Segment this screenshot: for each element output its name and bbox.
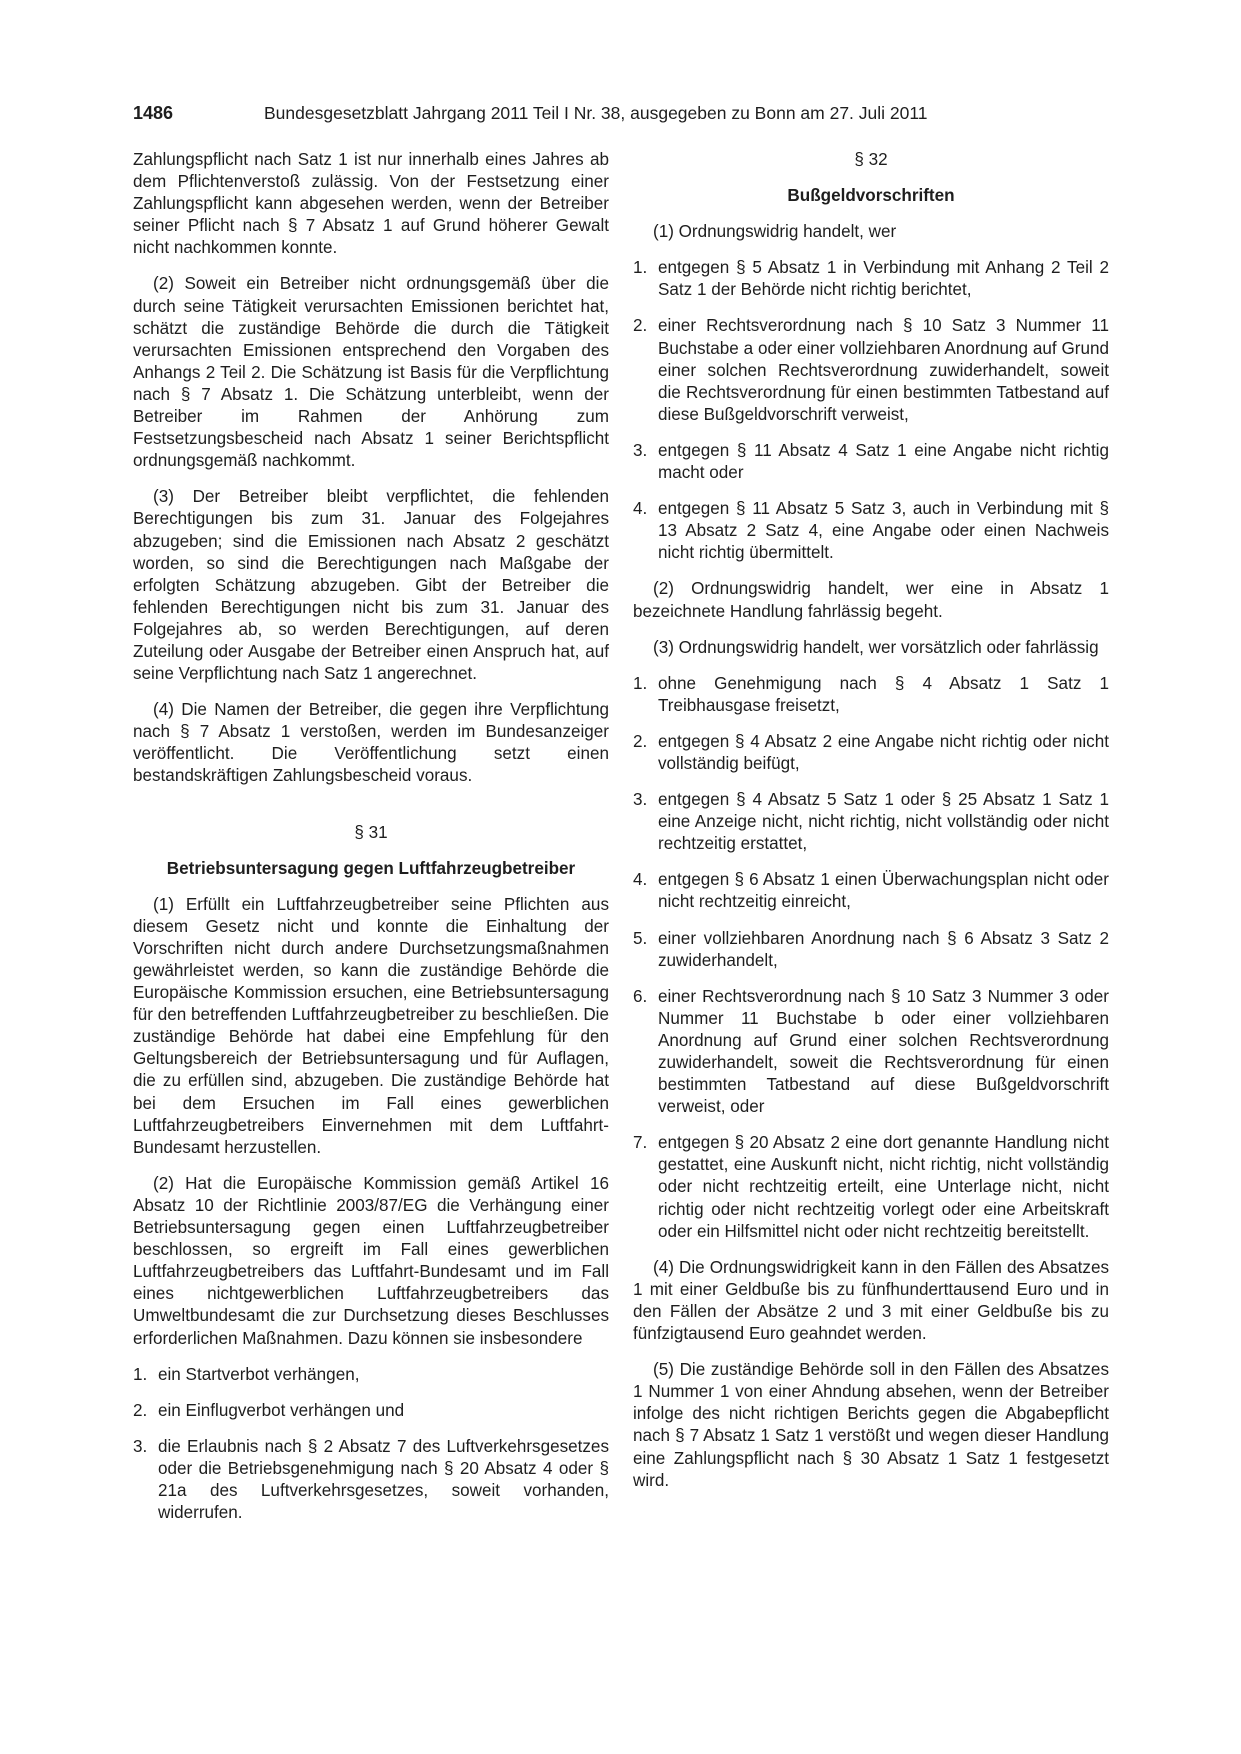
paragraph-30-2: (2) Soweit ein Betreiber nicht ordnungsgemäß über die durch seine Tätigkeit verursachten Emissionen berichtet hat, schätzt die zuständige Behörde die durch die Tätigkeit verursachten Emissionen entsprechend den Vorgaben des Anhangs 2 Teil 2. Die Schätzung ist Basis für die Verpflichtung nach § 7 Absatz 1. Die Schätzung unterbleibt, wenn der Betreiber im Rahmen der Anhörung zum Festsetzungsbescheid nach Absatz 1 seiner Berichtspflicht ordnungsgemäß nachkommt. [133,274,609,471]
list-item [633,986,1109,1119]
list-item-number: 6. [633,986,648,1006]
list-item [633,1132,1109,1242]
section-31-heading: § 31 [354,822,388,842]
list-item [633,498,1109,564]
list-item-text: ein Einflugverbot verhängen und [158,1400,405,1420]
list-item-text: die Erlaubnis nach § 2 Absatz 7 des Luftverkehrsgesetzes oder die Betriebsgenehmigung nach § 20 Absatz 4 oder § 21a des Luftverkehrsgesetzes, soweit vorhanden, widerrufen. [158,1436,609,1523]
list-item [633,440,1109,484]
paragraph-31-2: (2) Hat die Europäische Kommission gemäß Artikel 16 Absatz 10 der Richtlinie 2003/87/EG die Verhängung einer Betriebsuntersagung gegen einen Luftfahrzeugbetreiber beschlossen, so ergreift im Fall eines gewerblichen Luftfahrzeugbetreibers das Luftfahrt-Bundesamt und im Fall eines nichtgewerblichen Luftfahrzeugbetreibers das Umweltbundesamt die zur Durchsetzung dieses Beschlusses erforderlichen Maßnahmen. Dazu können sie insbesondere [133,1173,609,1348]
section-31-title: Betriebsuntersagung gegen Luftfahrzeugbetreiber [166,858,576,878]
running-head: Bundesgesetzblatt Jahrgang 2011 Teil I Nr. 38, ausgegeben zu Bonn am 27. Juli 2011 [264,103,928,123]
list-item-number: 3. [633,440,648,460]
list-item-number: 4. [633,870,648,890]
paragraph-32-1-intro: (1) Ordnungswidrig handelt, wer [653,222,897,242]
list-item [633,257,1109,301]
list-item-number: 3. [133,1436,148,1456]
list-item-text: ohne Genehmigung nach § 4 Absatz 1 Satz 1 Treibhausgase freisetzt, [658,673,1109,715]
right-column [633,149,1109,1506]
section-32-heading: § 32 [854,150,888,169]
list-item [633,315,1109,425]
paragraph-31-1: (1) Erfüllt ein Luftfahrzeugbetreiber seine Pflichten aus diesem Gesetz nicht und konnte die Einhaltung der Vorschriften nicht durch andere Durchsetzungsmaßnahmen gewährleistet werden, so kann die zuständige Behörde die Europäische Kommission ersuchen, eine Betriebsuntersagung für den betreffenden Luftfahrzeugbetreiber zu beschließen. Die zuständige Behörde hat dabei eine Empfehlung für den Geltungsbereich der Betriebsuntersagung und für Auflagen, die zu erfüllen sind, abzugeben. Die zuständige Behörde hat bei dem Ersuchen im Fall eines gewerblichen Luftfahrzeugbetreibers Einvernehmen mit dem Luftfahrt-Bundesamt herzustellen. [133,894,609,1157]
section-31-list [133,1364,609,1525]
paragraph-32-2: (2) Ordnungswidrig handelt, wer eine in Absatz 1 bezeichnete Handlung fahrlässig begeht. [633,579,1109,621]
list-item [133,1436,609,1524]
list-item [633,869,1109,913]
list-item-text: entgegen § 4 Absatz 5 Satz 1 oder § 25 Absatz 1 Satz 1 eine Anzeige nicht, nicht richtig, nicht vollständig oder nicht rechtzeitig erstattet, [658,790,1109,854]
page-header [133,100,969,126]
list-item [633,673,1109,717]
list-item-text: entgegen § 5 Absatz 1 in Verbindung mit Anhang 2 Teil 2 Satz 1 der Behörde nicht richtig berichtet, [658,258,1109,300]
list-item-text: entgegen § 11 Absatz 5 Satz 3, auch in Verbindung mit § 13 Absatz 2 Satz 4, eine Angabe oder einen Nachweis nicht richtig übermittelt. [658,499,1109,563]
list-item-number: 2. [133,1400,148,1420]
list-item [133,1400,609,1422]
list-item-text: einer Rechtsverordnung nach § 10 Satz 3 Nummer 3 oder Nummer 11 Buchstabe b oder einer vollziehbaren Anordnung auf Grund einer solchen Rechtsverordnung zuwiderhandelt, soweit die Rechtsverordnung für einen bestimmten Tatbestand auf diese Bußgeldvorschrift verweist, oder [658,986,1109,1117]
section-32-3-list [633,673,1109,1243]
list-item [633,789,1109,855]
list-item-number: 4. [633,499,648,519]
list-item-number: 1. [633,673,648,693]
list-item-text: einer vollziehbaren Anordnung nach § 6 Absatz 3 Satz 2 zuwiderhandelt, [658,928,1109,970]
paragraph-32-4: (4) Die Ordnungswidrigkeit kann in den Fällen des Absatzes 1 mit einer Geldbuße bis zu fünfhunderttausend Euro und in den Fällen der Absätze 2 und 3 mit einer Geldbuße bis zu fünfzigtausend Euro geahndet werden. [633,1257,1109,1344]
list-item-text: entgegen § 20 Absatz 2 eine dort genannte Handlung nicht gestattet, eine Auskunft nicht, nicht richtig, nicht vollständig oder nicht rechtzeitig erteilt, eine Unterlage nicht, nicht richtig oder nicht rechtzeitig vorlegt oder eine Arbeitskraft oder ein Hilfsmittel nicht oder nicht rechtzeitig bereitstellt. [658,1133,1109,1241]
paragraph-30-4: (4) Die Namen der Betreiber, die gegen ihre Verpflichtung nach § 7 Absatz 1 verstoßen, werden im Bundesanzeiger veröffentlicht. Die Veröffentlichung setzt einen bestandskräftigen Zahlungsbescheid voraus. [133,700,609,786]
list-item-text: entgegen § 6 Absatz 1 einen Überwachungsplan nicht oder nicht rechtzeitig einreicht, [658,870,1109,912]
list-item-number: 1. [133,1364,148,1384]
list-item [633,731,1109,775]
list-item [133,1364,609,1386]
list-item-text: entgegen § 4 Absatz 2 eine Angabe nicht richtig oder nicht vollständig beifügt, [658,731,1109,773]
list-item-text: ein Startverbot verhängen, [158,1364,360,1384]
list-item-number: 3. [633,790,648,810]
list-item-number: 7. [633,1133,648,1153]
list-item-number: 5. [633,928,648,948]
paragraph-30-3: (3) Der Betreiber bleibt verpflichtet, die fehlenden Berechtigungen bis zum 31. Januar des Folgejahres abzugeben; sind die Emissionen nach Absatz 2 geschätzt worden, so sind die Berechtigungen nach Maßgabe der erfolgten Schätzung abzugeben. Gibt der Betreiber die fehlenden Berechtigungen nicht bis zum 31. Januar des Folgejahres ab, so werden Berechtigungen, auf deren Zuteilung oder Ausgabe der Betreiber einen Anspruch hat, auf seine Verpflichtung nach Satz 1 angerechnet. [133,487,609,684]
list-item-number: 2. [633,316,648,336]
list-item-text: einer Rechtsverordnung nach § 10 Satz 3 Nummer 11 Buchstabe a oder einer vollziehbaren Anordnung auf Grund einer solchen Rechtsverordnung zuwiderhandelt, soweit die Rechtsverordnung für einen bestimmten Tatbestand auf diese Bußgeldvorschrift verweist, [658,316,1109,424]
section-32-1-list [633,257,1109,564]
list-item-number: 2. [633,731,648,751]
list-item-number: 1. [633,258,648,278]
left-column [133,149,609,1538]
list-item [633,928,1109,972]
page-number: 1486 [133,103,174,123]
section-32-title: Bußgeldvorschriften [787,186,955,206]
paragraph-continuation: Zahlungspflicht nach Satz 1 ist nur innerhalb eines Jahres ab dem Pflichtenverstoß zulässig. Von der Festsetzung einer Zahlungspflicht kann abgesehen werden, wenn der Betreiber seiner Pflicht nach § 7 Absatz 1 auf Grund höherer Gewalt nicht nachkommen konnte. [133,150,609,258]
list-item-text: entgegen § 11 Absatz 4 Satz 1 eine Angabe nicht richtig macht oder [658,440,1109,483]
paragraph-32-3-intro: (3) Ordnungswidrig handelt, wer vorsätzlich oder fahrlässig [653,637,1099,657]
paragraph-32-5: (5) Die zuständige Behörde soll in den Fällen des Absatzes 1 Nummer 1 von einer Ahndung absehen, wenn der Betreiber infolge des nicht richtigen Berichts gegen die Abgabepflicht nach § 7 Absatz 1 Satz 1 verstößt und wegen dieser Handlung eine Zahlungspflicht nach § 30 Absatz 1 Satz 1 festgesetzt wird. [633,1360,1109,1490]
